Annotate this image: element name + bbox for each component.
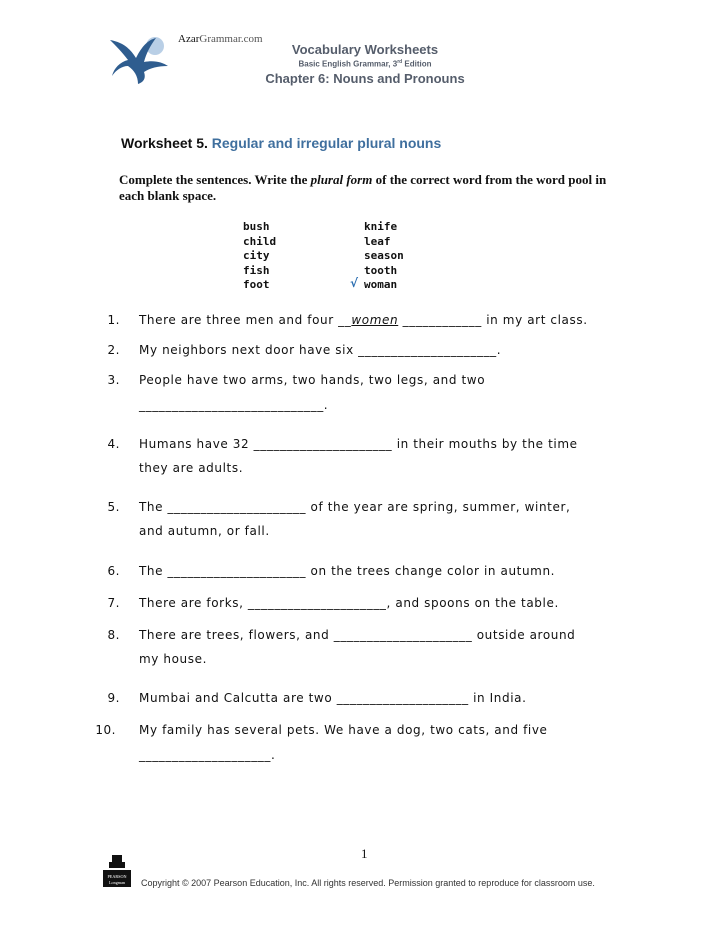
word-pool-left <box>243 220 276 293</box>
copyright-text: Copyright © 2007 Pearson Education, Inc. All rights reserved. Permission granted to reproduce for classroom use. <box>141 878 595 888</box>
question-number: 9. <box>107 691 120 705</box>
header-title: Vocabulary Worksheets <box>291 42 439 57</box>
instructions: Complete the sentences. Write the plural form of the correct word from the word pool in each blank space. <box>119 172 607 203</box>
header-subtitle: Basic English Grammar, 3rd Edition <box>298 59 432 69</box>
pool-word: bush <box>243 220 270 233</box>
question-blank-line: ____________________________. <box>139 398 329 412</box>
pool-word: child <box>243 234 277 248</box>
answer-example: women <box>351 313 399 327</box>
question-number: 10. <box>95 723 116 737</box>
page-number: 1 <box>361 846 368 861</box>
question-text-continued: and autumn, or fall. <box>139 524 270 538</box>
question-blank-line: ____________________. <box>139 748 276 762</box>
pool-word: woman <box>364 278 398 291</box>
question-text: There are three men and four __women ____________ in my art class. <box>139 313 588 327</box>
pool-word: leaf <box>364 234 391 248</box>
worksheet-label: Worksheet 5. <box>121 135 208 151</box>
question-text: People have two arms, two hands, two legs, and two <box>139 373 486 387</box>
worksheet-title <box>121 135 441 151</box>
question-number: 8. <box>107 628 120 642</box>
question-number: 6. <box>107 564 120 578</box>
question-text: My neighbors next door have six _____________________. <box>139 343 502 357</box>
worksheet-topic: Regular and irregular plural nouns <box>211 135 442 151</box>
pool-word: knife <box>364 220 398 233</box>
brand-azar: Azar <box>178 33 200 45</box>
pool-word: tooth <box>364 263 398 277</box>
question-text: Mumbai and Calcutta are two ____________________ in India. <box>139 691 527 705</box>
pool-word: foot <box>243 278 270 291</box>
question-text: My family has several pets. We have a dog, two cats, and five <box>139 723 548 737</box>
question-text-continued: my house. <box>139 652 208 666</box>
question-number: 7. <box>107 596 120 610</box>
bird-logo-icon <box>108 26 170 86</box>
question-text: There are forks, _____________________, and spoons on the table. <box>139 596 559 610</box>
question-text-continued: they are adults. <box>139 461 244 475</box>
question-number: 2. <box>107 343 120 357</box>
pearson-longman-logo-icon <box>103 853 131 887</box>
question-number: 3. <box>107 373 120 387</box>
question-number: 1. <box>107 313 120 327</box>
question-text: The _____________________ on the trees change color in autumn. <box>139 564 556 578</box>
chapter-title: Chapter 6: Nouns and Pronouns <box>265 71 465 86</box>
pool-word: season <box>364 249 404 262</box>
pool-word: fish <box>243 263 270 277</box>
question-text: Humans have 32 _____________________ in their mouths by the time <box>139 437 578 451</box>
question-number: 4. <box>107 437 120 451</box>
question-number: 5. <box>107 500 120 514</box>
svg-text:PEARSON: PEARSON <box>107 874 127 879</box>
question-text: There are trees, flowers, and _____________________ outside around <box>139 628 576 642</box>
check-mark-icon: √ <box>350 276 359 290</box>
svg-text:Longman: Longman <box>108 880 126 885</box>
question-text: The _____________________ of the year are spring, summer, winter, <box>139 500 571 514</box>
pool-word: city <box>243 249 270 262</box>
brand-grammar: Grammar.com <box>199 33 263 45</box>
word-pool-right <box>364 220 404 293</box>
